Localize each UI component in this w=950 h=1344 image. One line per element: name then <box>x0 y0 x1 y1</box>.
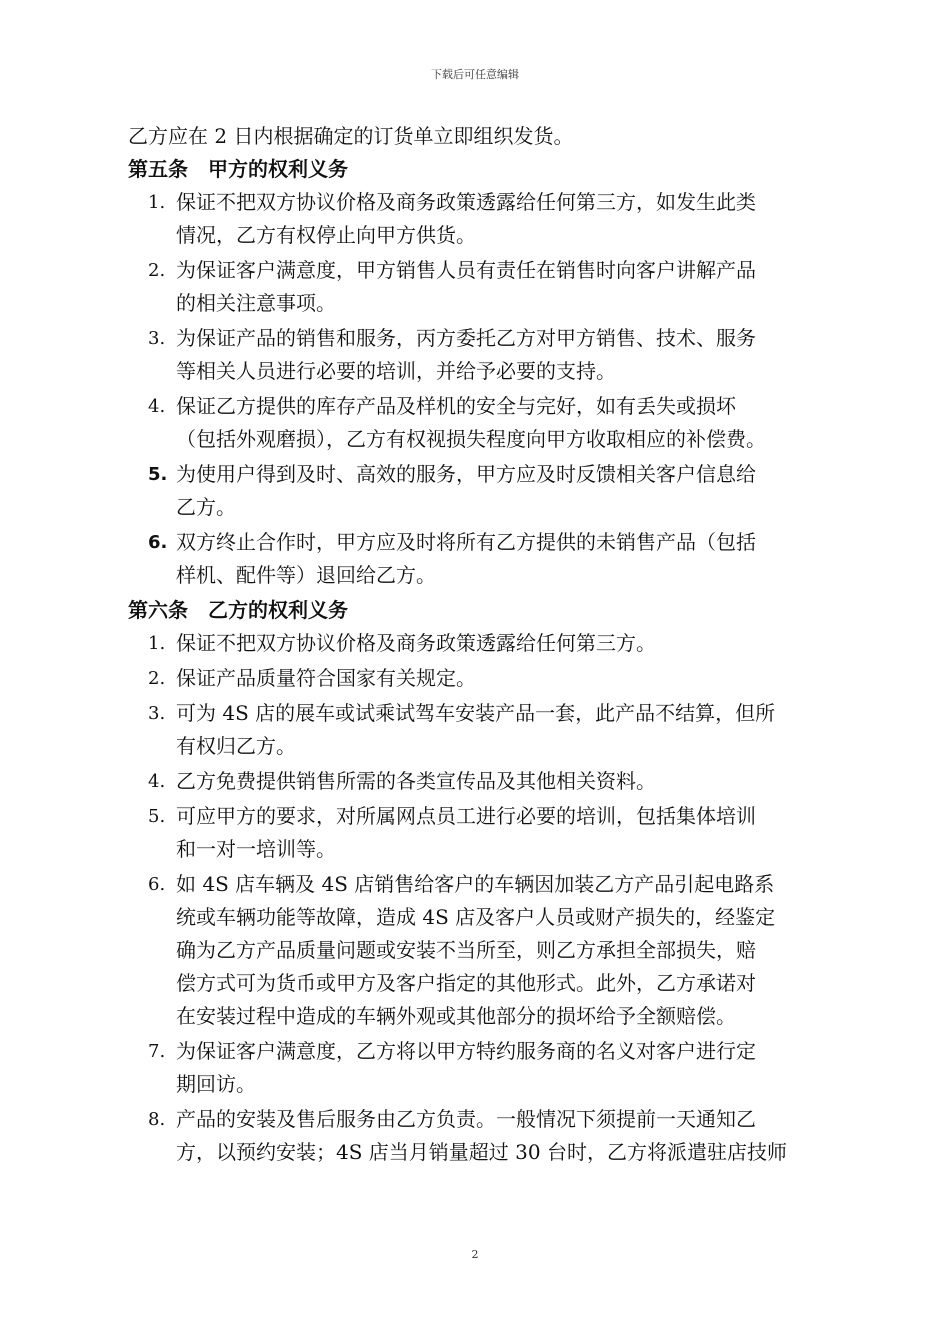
list-item-line: 为使用户得到及时、高效的服务，甲方应及时反馈相关客户信息给 <box>176 462 756 486</box>
list-item-number: 4. <box>148 396 166 417</box>
list-item <box>128 458 838 524</box>
list-item-line: 为保证客户满意度，甲方销售人员有责任在销售时向客户讲解产品 <box>176 258 756 282</box>
list-item <box>128 697 838 763</box>
list-item <box>128 765 838 798</box>
list-item-line: （包括外观磨损），乙方有权视损失程度向甲方收取相应的补偿费。 <box>176 427 766 451</box>
list-item <box>128 627 838 660</box>
list-item-line: 期回访。 <box>176 1072 256 1096</box>
list-item <box>128 662 838 695</box>
list-item-number: 8. <box>148 1109 166 1130</box>
list-item-line: 和一对一培训等。 <box>176 837 336 861</box>
article-6-title: 第六条 乙方的权利义务 <box>128 598 348 622</box>
list-item-number: 6. <box>148 874 166 895</box>
list-item-line: 的相关注意事项。 <box>176 291 336 315</box>
list-item-line: 可应甲方的要求，对所属网点员工进行必要的培训，包括集体培训 <box>176 804 756 828</box>
list-item-number: 5. <box>148 806 166 827</box>
list-item-line: 统或车辆功能等故障，造成 4S 店及客户人员或财产损失的，经鉴定 <box>176 905 776 929</box>
list-item-number: 5. <box>148 464 168 485</box>
list-item-line: 双方终止合作时，甲方应及时将所有乙方提供的未销售产品（包括 <box>176 530 756 554</box>
list-item-line: 等相关人员进行必要的培训，并给予必要的支持。 <box>176 359 616 383</box>
list-item-line: 偿方式可为货币或甲方及客户指定的其他形式。此外，乙方承诺对 <box>176 971 756 995</box>
list-item-number: 4. <box>148 771 166 792</box>
list-item-line: 方，以预约安装；4S 店当月销量超过 30 台时，乙方将派遣驻店技师 <box>176 1140 787 1164</box>
list-item <box>128 868 838 1033</box>
list-item-line: 确为乙方产品质量问题或安装不当所至，则乙方承担全部损失，赔 <box>176 938 756 962</box>
list-item-line: 保证不把双方协议价格及商务政策透露给任何第三方。 <box>176 631 656 655</box>
list-item-number: 7. <box>148 1041 166 1062</box>
list-item-number: 6. <box>148 532 168 553</box>
list-item-number: 1. <box>148 633 166 654</box>
list-item <box>128 1103 838 1169</box>
list-item <box>128 322 838 388</box>
list-item-line: 乙方。 <box>176 495 236 519</box>
page-header: 下载后可任意编辑 <box>431 68 519 81</box>
list-item-line: 为保证产品的销售和服务，丙方委托乙方对甲方销售、技术、服务 <box>176 326 756 350</box>
list-item-line: 保证不把双方协议价格及商务政策透露给任何第三方，如发生此类 <box>176 190 756 214</box>
list-item <box>128 186 838 252</box>
list-item-number: 3. <box>148 703 166 724</box>
list-item <box>128 390 838 456</box>
list-item-line: 为保证客户满意度，乙方将以甲方特约服务商的名义对客户进行定 <box>176 1039 756 1063</box>
list-item <box>128 1035 838 1101</box>
list-item-line: 保证产品质量符合国家有关规定。 <box>176 666 476 690</box>
list-item-line: 情况，乙方有权停止向甲方供货。 <box>176 223 476 247</box>
list-item <box>128 254 838 320</box>
intro-paragraph: 乙方应在 2 日内根据确定的订货单立即组织发货。 <box>128 124 574 148</box>
article-5-title: 第五条 甲方的权利义务 <box>128 157 348 181</box>
page-number: 2 <box>471 1248 479 1261</box>
document-body <box>128 120 838 1171</box>
list-item-number: 2. <box>148 668 166 689</box>
list-item-line: 产品的安装及售后服务由乙方负责。一般情况下须提前一天通知乙 <box>176 1107 756 1131</box>
list-item-number: 3. <box>148 328 166 349</box>
list-item-line: 如 4S 店车辆及 4S 店销售给客户的车辆因加装乙方产品引起电路系 <box>176 872 775 896</box>
list-item-line: 保证乙方提供的库存产品及样机的安全与完好，如有丢失或损坏 <box>176 394 736 418</box>
list-item-line: 可为 4S 店的展车或试乘试驾车安装产品一套，此产品不结算，但所 <box>176 701 776 725</box>
article-6-list <box>128 627 838 1169</box>
list-item-line: 在安装过程中造成的车辆外观或其他部分的损坏给予全额赔偿。 <box>176 1004 736 1028</box>
list-item-line: 样机、配件等）退回给乙方。 <box>176 563 436 587</box>
list-item-line: 乙方免费提供销售所需的各类宣传品及其他相关资料。 <box>176 769 656 793</box>
list-item-number: 2. <box>148 260 166 281</box>
article-5-list <box>128 186 838 592</box>
list-item-line: 有权归乙方。 <box>176 734 296 758</box>
list-item <box>128 800 838 866</box>
list-item-number: 1. <box>148 192 166 213</box>
list-item <box>128 526 838 592</box>
